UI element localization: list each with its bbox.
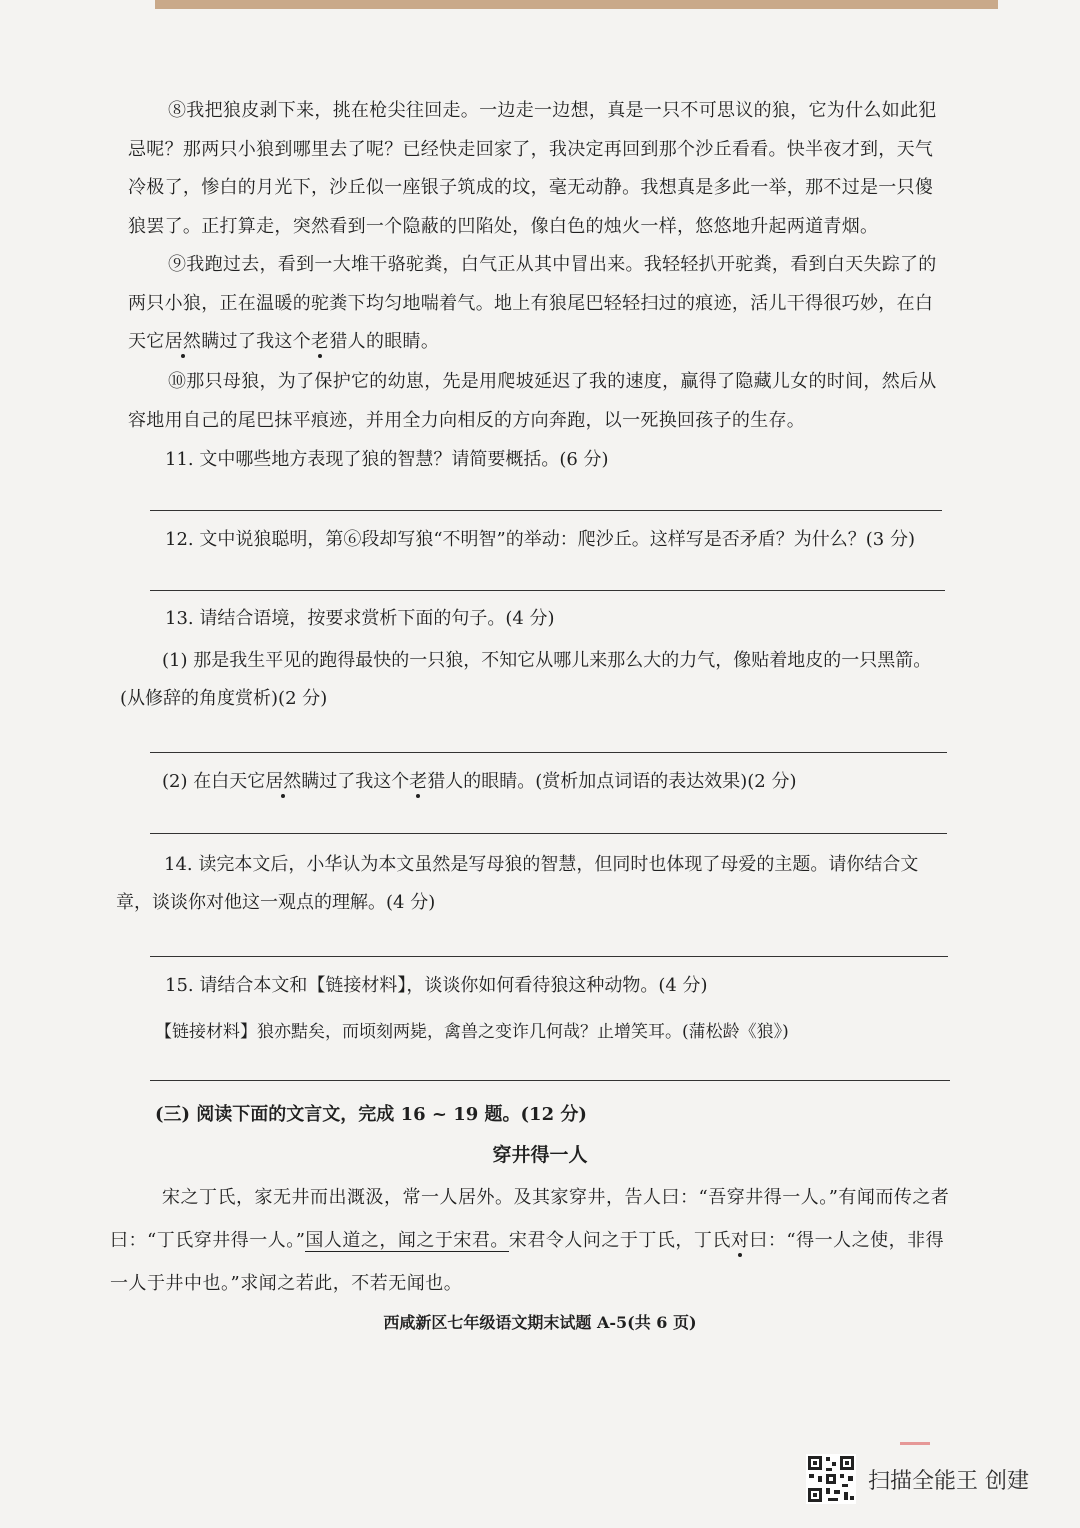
answer-line-11[interactable] xyxy=(150,510,942,511)
section-3-heading: (三) 阅读下面的文言文，完成 16 ~ 19 题。(12 分) xyxy=(155,1104,587,1125)
classical-text: 宋之丁氏，家无井而出溉汲，常一人居外。及其家穿井，告人曰：“吾穿井得一人。”有闻而传之者曰：“丁氏穿井得一人。”国人道之，闻之于宋君。宋君令人问之于丁氏，丁氏对曰：“得一人之使，非得一人于井中也。”求闻之若此，不若无闻也。 xyxy=(110,1187,950,1294)
classical-title: 穿井得一人 xyxy=(492,1144,588,1166)
dotted-word: 居然 xyxy=(265,771,302,792)
page-footer: 西咸新区七年级语文期末试题 A-5(共 6 页) xyxy=(383,1313,697,1332)
paragraph-9: ⑨我跑过去，看到一大堆干骆驼粪，白气正从其中冒出来。我轻轻扒开驼粪，看到白天失踪了的两只小狼，正在温暖的驼粪下均匀地喘着气。地上有狼尾巴轻轻扫过的痕迹，活儿干得很巧妙，在白天它居然瞒过了我这个老猎人的眼睛。 xyxy=(128,254,937,352)
answer-line-14[interactable] xyxy=(150,956,948,957)
link-material: 【链接材料】狼亦黠矣，而顷刻两毙，禽兽之变诈几何哉？止增笑耳。(蒲松龄《狼》) xyxy=(155,1022,789,1042)
dotted-word: 对 xyxy=(730,1230,750,1251)
watermark-text: 扫描全能王 创建 xyxy=(868,1468,1029,1494)
question-13-1: (1) 那是我生平见的跑得最快的一只狼，不知它从哪儿来那么大的力气，像贴着地皮的一只黑箭。(从修辞的角度赏析)(2 分) xyxy=(120,650,932,709)
dotted-word: 老 xyxy=(409,771,428,792)
dotted-word: 老 xyxy=(311,331,330,352)
paragraph-10: ⑩那只母狼，为了保护它的幼崽，先是用爬坡延迟了我的速度，赢得了隐藏儿女的时间，然后从容地用自己的尾巴抹平痕迹，并用全力向相反的方向奔跑，以一死换回孩子的生存。 xyxy=(128,371,937,431)
question-12: 12. 文中说狼聪明，第⑥段却写狼“不明智”的举动：爬沙丘。这样写是否矛盾？为什么？(3 分) xyxy=(165,529,915,550)
question-13-2: (2) 在白天它居然瞒过了我这个老猎人的眼睛。(赏析加点词语的表达效果)(2 分) xyxy=(162,771,797,792)
red-mark xyxy=(900,1442,930,1445)
question-13: 13. 请结合语境，按要求赏析下面的句子。(4 分) xyxy=(165,608,555,629)
question-15: 15. 请结合本文和【链接材料】，谈谈你如何看待狼这种动物。(4 分) xyxy=(165,975,708,996)
question-11: 11. 文中哪些地方表现了狼的智慧？请简要概括。(6 分) xyxy=(165,449,609,470)
answer-line-13-2[interactable] xyxy=(150,833,947,834)
answer-line-13-1[interactable] xyxy=(150,752,947,753)
scanner-watermark xyxy=(806,1454,1029,1504)
dotted-word: 居然 xyxy=(164,331,202,352)
answer-line-15[interactable] xyxy=(150,1080,950,1081)
qr-code-icon xyxy=(806,1454,856,1504)
underlined-sentence: 国人道之，闻之于宋君。 xyxy=(305,1230,509,1251)
question-14: 14. 读完本文后，小华认为本文虽然是写母狼的智慧，但同时也体现了母爱的主题。请你结合文章，谈谈你对他这一观点的理解。(4 分) xyxy=(116,854,919,913)
paragraph-8: ⑧我把狼皮剥下来，挑在枪尖往回走。一边走一边想，真是一只不可思议的狼，它为什么如此犯忌呢？那两只小狼到哪里去了呢？已经快走回家了，我决定再回到那个沙丘看看。快半夜才到，天气冷极了，惨白的月光下，沙丘似一座银子筑成的坟，毫无动静。我想真是多此一举，那不过是一只傻狼罢了。正打算走，突然看到一个隐蔽的凹陷处，像白色的烛火一样，悠悠地升起两道青烟。 xyxy=(128,100,937,237)
page-top-edge xyxy=(155,0,998,9)
answer-line-12[interactable] xyxy=(150,590,945,591)
